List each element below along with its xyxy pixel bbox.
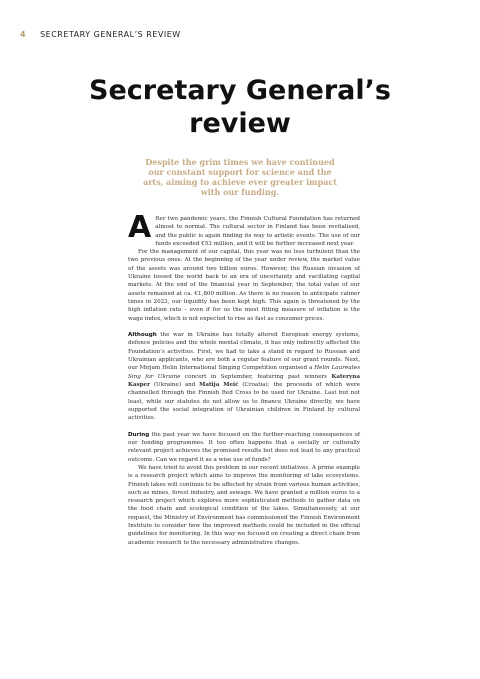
paragraph-3-text-c: (Ukraine) and [150,381,200,388]
paragraph-1 [128,210,360,248]
drop-cap: A [128,210,152,245]
paragraph-3-lead-word: Although [128,332,157,339]
article-body [128,210,360,547]
paragraph-4-text: the past year we have focused on the further-reaching consequences of our funding programmes. It too often happens that a socially or culturally relevant project achieves the promised results but does not lead to any practical outcome. Can we regard it as a wise use of funds? [128,431,360,463]
performer-name-2: Matija Meić [199,381,239,388]
running-header [20,30,181,39]
title-line-2: review [189,108,291,139]
paragraph-4 [128,431,360,464]
paragraph-4-lead-word: During [128,431,150,438]
paragraph-3-text-a: the war in Ukraine has totally altered European energy systems, defence policies and the whole mental climate, it has only indirectly affected the Foundation’s activities. First, we had to take a stand in regard to Russian and Ukrainian applicants, who are both a regular feature of our grant rounds. Next, our Mirjam Helin International Singing Competition organised a [128,332,360,372]
lead-paragraph: Despite the grim times we have continued our constant support for science and the arts, aiming to achieve ever greater impact with our funding. [143,157,337,197]
paragraph-2: For the management of our capital, this year was no less turbulent than the two previous ones. At the beginning of the year under review, the market value of the assets was around two billion euros. However, the Russian invasion of Ukraine tossed the world back to an era of uncertainty and vacillating capital markets. At the end of the financial year in September, the total value of our assets remained at ca. €1,800 million. As there is no reason to anticipate calmer times in 2023, our liquidity has been kept high. This again is threatened by the high inflation rate – even if for us the most fitting measure of inflation is the wage index, which is not expected to rise as fast as consumer prices. [128,249,360,322]
paragraph-3 [128,331,360,422]
performer-name-1: Kateryna Kasper [128,373,360,388]
page-title [0,74,480,140]
section-title: SECRETARY GENERAL’S REVIEW [40,30,181,39]
paragraph-1-text: fter two pandemic years, the Finnish Cultural Foundation has returned almost to normal. The cultural sector in Finland has been revitalised, and the public is again finding its way to artistic events. The use of our funds exceeded €53 million, and it will be further increased next year. [155,216,360,247]
paragraph-5: We have tried to avoid this problem in our recent initiatives. A prime example is a research project which aims to improve the monitoring of lake ecosystems. Finnish lakes will continue to be affected by strain from various human activities, such as mines, forest industry, and sewage. We have granted a million euros to a research project which explores more sophisticated methods to gather data on the food chain and ecological condition of the lakes. Simultaneously, at our request, the Ministry of Environment has commissioned the Finnish Environment Institute to consider how the improved methods could be included in the official guidelines for monitoring. In this way we focused on creating a direct chain from academic research to the necessary administrative changes. [128,464,360,546]
paragraph-3-text-d: (Croatia): the proceeds of which were channelled through the Finnish Red Cross to be used for Ukraine. Last but not least, while our statutes do not allow us to finance Ukraine directly, we have supported the social integration of Ukrainian children in Finland by cultural activities. [128,381,360,422]
page-number: 4 [20,30,27,39]
paragraph-3-text-b: concert in September, featuring past winners [180,373,332,380]
title-line-1: Secretary General’s [89,75,391,106]
concert-title: Helin Laureates Sing for Ukraine [128,365,360,380]
